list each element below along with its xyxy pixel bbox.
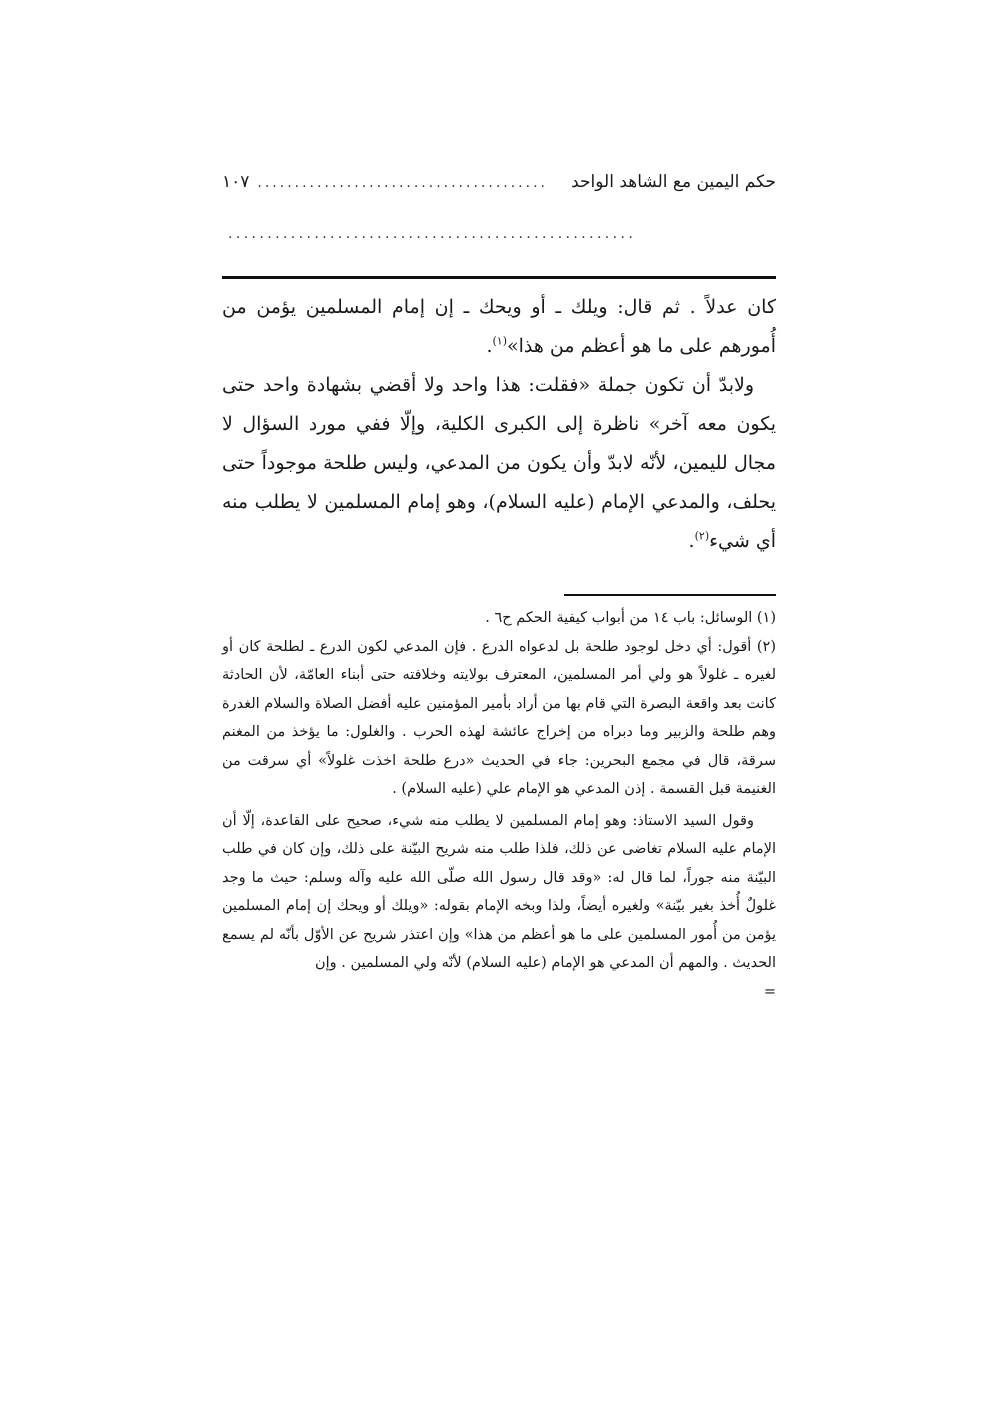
body-paragraph-1: كان عدلاً . ثم قال: ويلك ـ أو ويحك ـ إن إمام المسلمين يؤمن من أُمورهم على ما هو أعظم من هذا»$^{(١)}$. [222, 296, 776, 357]
footnote-ref-1: (١) [492, 334, 507, 348]
continuation-mark: = [763, 983, 776, 1000]
dotted-separator: .................................................... [228, 226, 637, 242]
footnote-2-continuation: وقول السيد الاستاذ: وهو إمام المسلمين لا يطلب منه شيء، صحيح على القاعدة، إلّا أن الإمام عليه السلام تغاضى عن ذلك، فلذا طلب منه شريح البيّنة على ذلك، وإن كان في طلب البيّنة منه جوراً، لما قال له: «وقد قال رسول الله صلّى الله عليه وآله وسلم: حيث ما وجد غلولٌ أُخذ بغير بيّنة» ولغيره أيضاً، ولذا وبخه الإمام بقوله: «ويلك أو ويحك إن إمام المسلمين يؤمن من أُمور المسلمين على ما هو أعظم من هذا» وإن اعتذر شريح عن الأوّل بأنّه لم يسمع الحديث . والمهم أن المدعي هو الإمام (عليه السلام) لأنّه ولي المسلمين . وإن [222, 812, 776, 971]
paragraph-1-text: كان عدلاً . ثم قال: ويلك ـ أو ويحك ـ إن إمام المسلمين يؤمن من أُمورهم على ما هو أعظم من هذا» [222, 296, 776, 357]
main-text [222, 288, 776, 561]
footnote-2: (٢) أقول: أي دخل لوجود طلحة بل لدعواه الدرع . فإن المدعي لكون الدرع ـ لطلحة كان أو لغيره ـ غلولاً هو ولي أمر المسلمين، المعترف بولايته وخلافته حتى أبناء العامّة، لأن الحادثة كانت بعد واقعة البصرة التي قام بها من أراد بأمير المؤمنين عليه أفضل الصلاة والسلام الغدرة وهم طلحة والزبير وما دبراه من إخراج عائشة لهذه الحرب . والغلول: ما يؤخذ من المغنم سرقة، قال في مجمع البحرين: جاء في الحديث «درع طلحة اخذت غلولاً» أي سرقت من الغنيمة قبل القسمة . إذن المدعي هو الإمام علي (عليه السلام) . [222, 638, 776, 797]
page-number: ١٠٧ [222, 172, 250, 192]
header-title: حكم اليمين مع الشاهد الواحد [571, 172, 776, 192]
paragraph-2-end: . [688, 530, 695, 552]
footnote-rule [564, 594, 776, 596]
body-paragraph-2 [222, 366, 776, 561]
header-leader-dots: ....................................... [257, 175, 548, 191]
header-rule [222, 276, 776, 279]
paragraph-2-text: ولابدّ أن تكون جملة «فقلت: هذا واحد ولا أقضي بشهادة واحد حتى يكون معه آخر» ناظرة إلى الكبرى الكلية، وإلّا ففي مورد السؤال لا مجال لليمين، لأنّه لابدّ وأن يكون من المدعي، وليس طلحة موجوداً حتى يحلف، والمدعي الإمام (عليه السلام)، وهو إمام المسلمين لا يطلب منه أي شيء [222, 374, 776, 552]
footnote-ref-2: (٢) [694, 529, 710, 543]
footnotes [222, 604, 776, 1006]
footnote-1: (١) الوسائل: باب ١٤ من أبواب كيفية الحكم ح٦ . [485, 610, 776, 626]
running-header [222, 172, 776, 202]
